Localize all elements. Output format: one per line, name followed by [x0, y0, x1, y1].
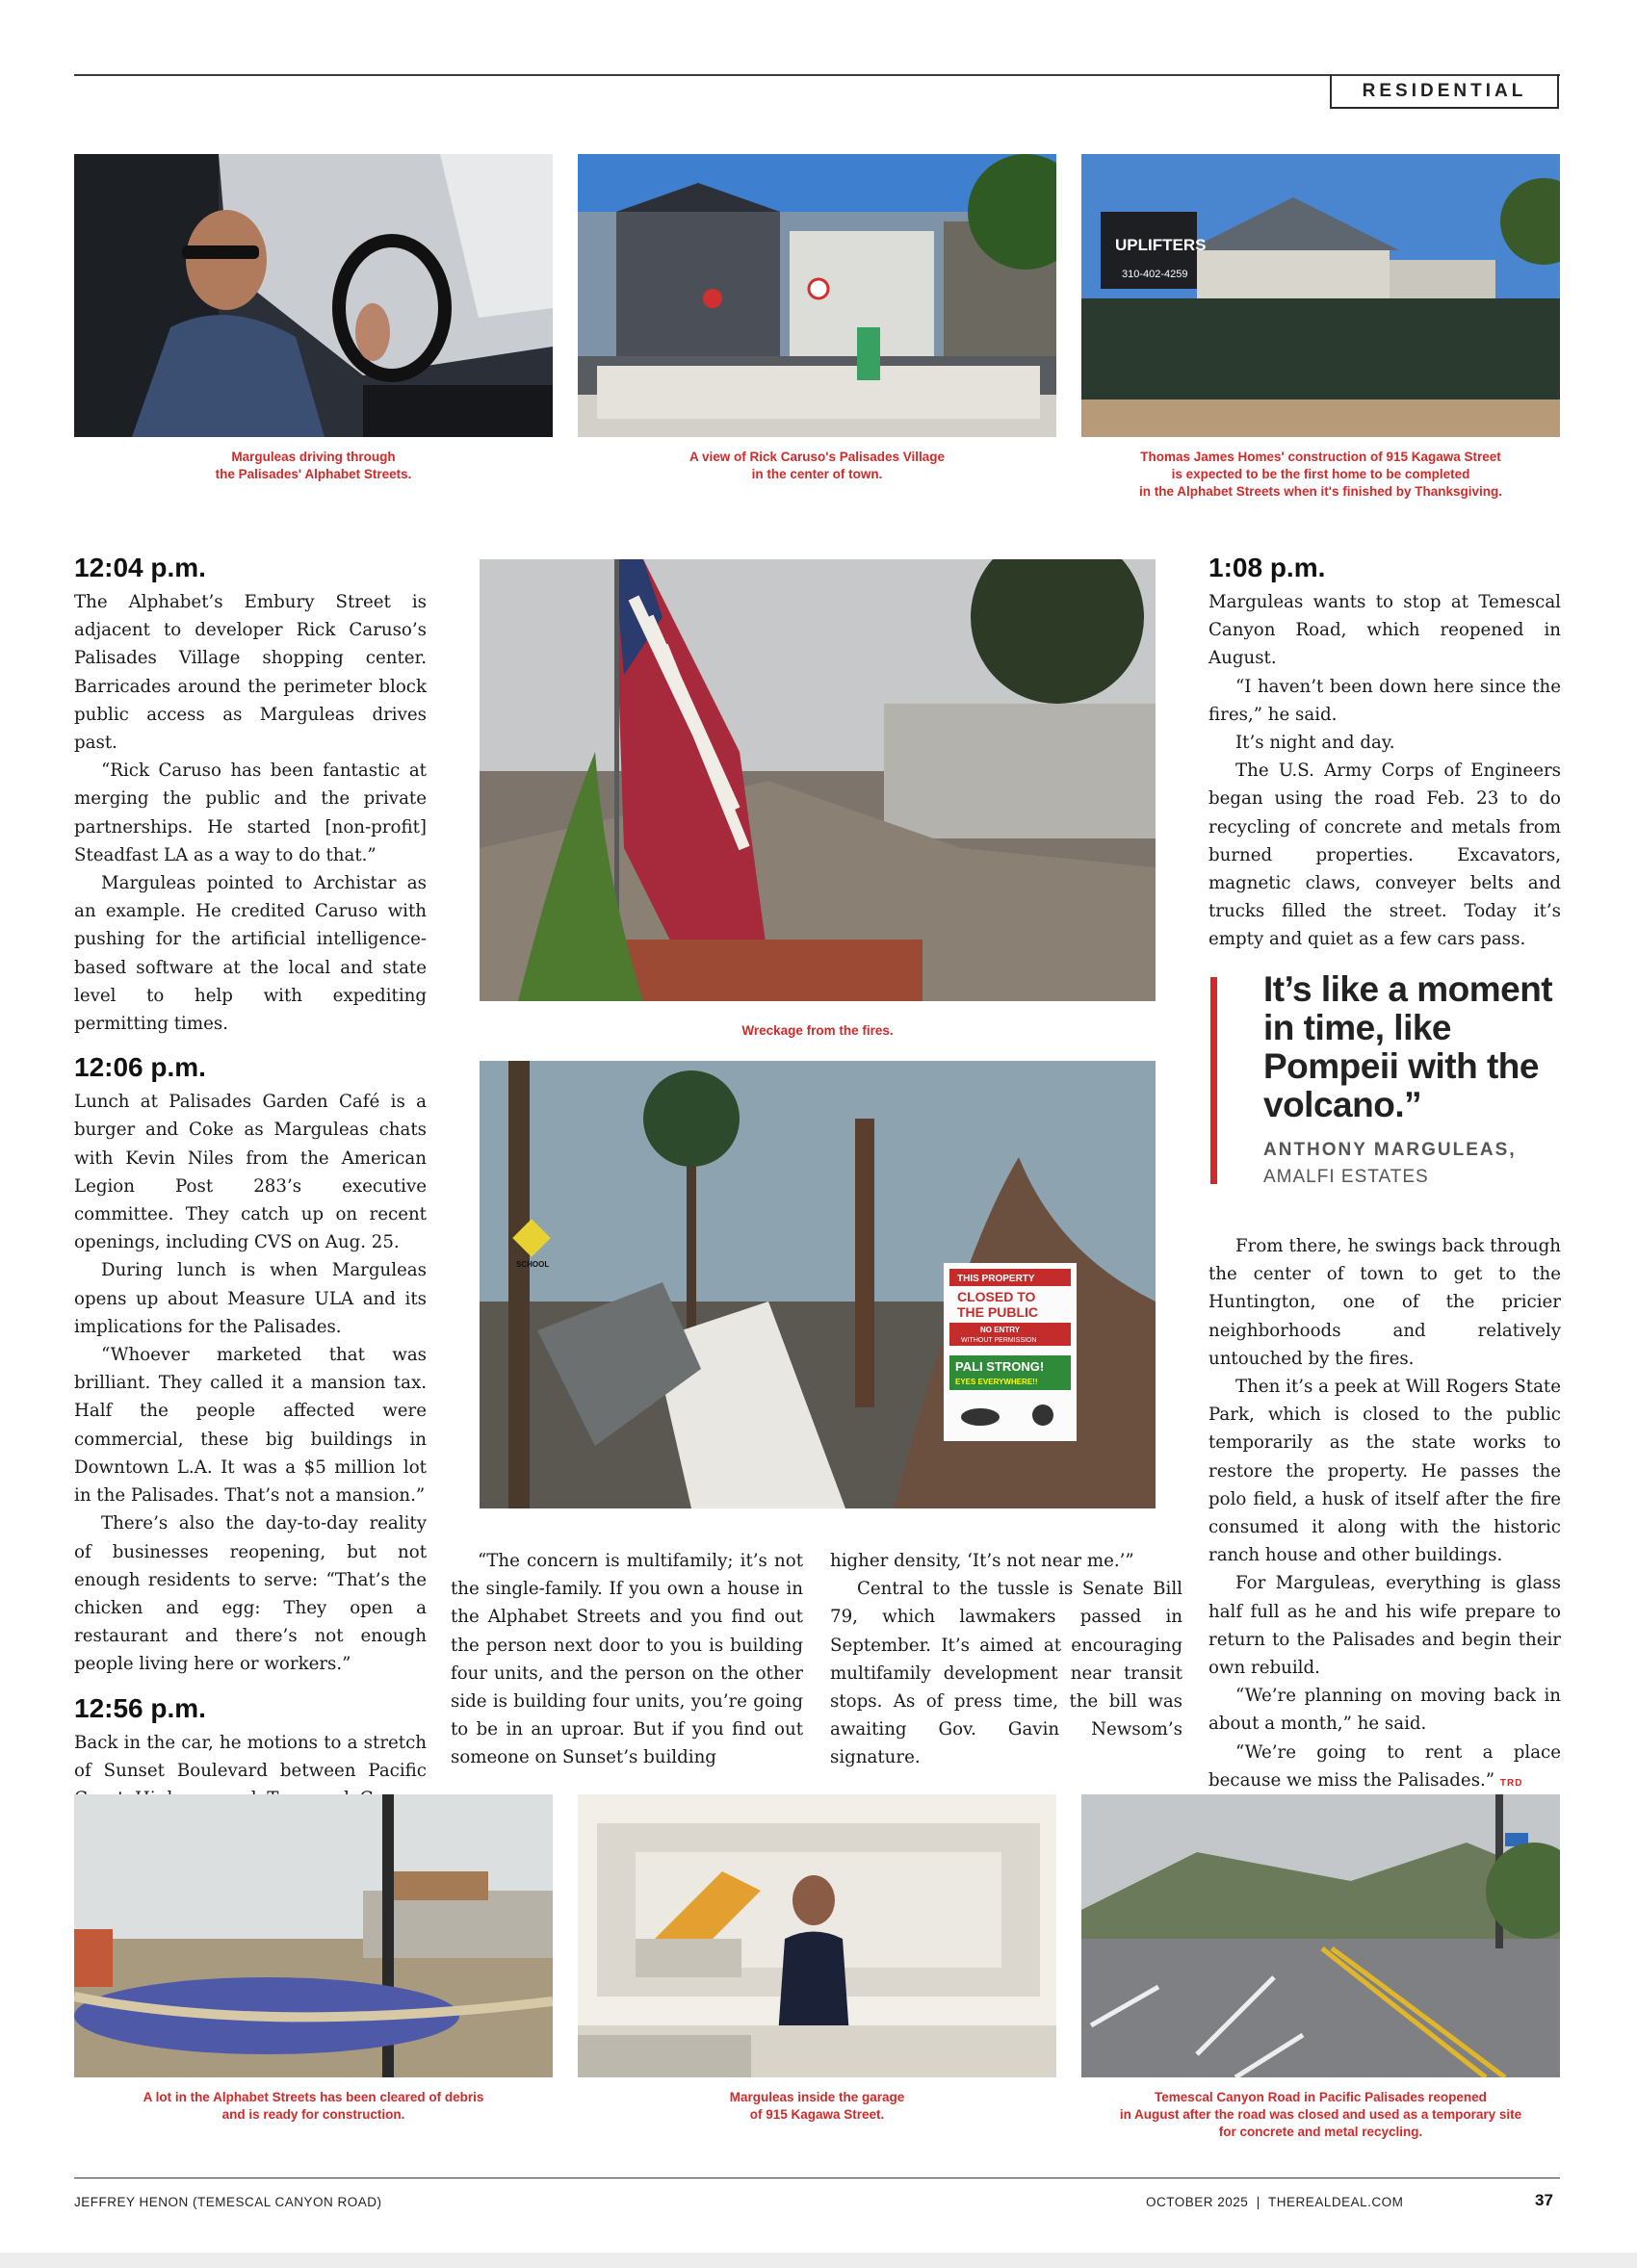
caption-temescal-road: Temescal Canyon Road in Pacific Palisades reopened in August after the road was closed and used as a temporary site for concrete and metal recycling. [1119, 2090, 1522, 2139]
sign-line-1: THIS PROPERTY [957, 1274, 1035, 1284]
billboard-brand: UPLIFTERS [1115, 236, 1207, 254]
photo-garage [578, 1794, 1056, 2077]
last-paragraph-text: “We’re going to rent a place because we miss the Palisades.” [1208, 1741, 1561, 1791]
pullquote-company: AMALFI ESTATES [1263, 1167, 1429, 1187]
caption-garage: Marguleas inside the garage of 915 Kagawa Street. [729, 2090, 905, 2122]
sign-line-3: THE PUBLIC [957, 1304, 1038, 1320]
caption-kagawa-construction: Thomas James Homes' construction of 915 Kagawa Street is expected to be the first home to be completed in the Alphabet Streets when it's finished by Thanksgiving. [1138, 450, 1502, 499]
column-4 [1208, 552, 1561, 954]
school-sign-text: SCHOOL [516, 1260, 550, 1269]
sign-line-2: CLOSED TO [957, 1289, 1036, 1304]
sign-line-6: PALI STRONG! [955, 1359, 1045, 1374]
paragraph: “The concern is multifamily; it’s not the single-family. If you own a house in the Alphabet Streets and you find out the person next door to you is building four units, and the person on the other side is building four units, you’re going to be in an uproar. But if you find out someone on Sunset’s building [451, 1551, 803, 1768]
column-1 [74, 552, 427, 1869]
paragraph: During lunch is when Marguleas opens up about Measure ULA and its implications for the Palisades. [74, 1260, 427, 1337]
column-4-continued [1208, 1232, 1561, 1797]
paragraph: The Alphabet’s Embury Street is adjacent to developer Rick Caruso’s Palisades Village shopping center. Barricades around the perimeter block public access as Marguleas drives past. [74, 592, 427, 754]
paragraph: Then it’s a peek at Will Rogers State Park, which is closed to the public temporarily as the state works to restore the property. He passes the polo field, a husk of itself after the fire consumed it along with the historic ranch house and other buildings. [1208, 1377, 1561, 1566]
paragraph: Central to the tussle is Senate Bill 79, which lawmakers passed in September. It’s aimed at encouraging multifamily development near transit stops. As of press time, the bill was awaiting Gov. Gavin Newsom’s signature. [830, 1579, 1182, 1768]
caption-cleared-lot: A lot in the Alphabet Streets has been cleared of debris and is ready for construction. [143, 2090, 484, 2122]
photo-kagawa-construction [1081, 154, 1560, 437]
paragraph: For Marguleas, everything is glass half full as he and his wife prepare to return to the Palisades and begin their own rebuild. [1208, 1573, 1561, 1679]
timestamp-1204: 12:04 p.m. [74, 553, 206, 582]
paragraph: Back in the car, he motions to a stretch of Sunset Boulevard between Pacific [74, 1732, 427, 1781]
photo-closed-property [480, 1061, 1156, 1508]
caption-palisades-village: A view of Rick Caruso's Palisades Village in the center of town. [689, 450, 946, 481]
section-label: RESIDENTIAL [1330, 74, 1559, 109]
sign-line-7: EYES EVERYWHERE!! [955, 1378, 1038, 1386]
photo-palisades-village [578, 154, 1056, 437]
caption-marguleas-driving: Marguleas driving through the Palisades' Alphabet Streets. [215, 450, 412, 481]
paragraph: “We’re planning on moving back in about a month,” he said. [1208, 1686, 1561, 1735]
photo-credit: JEFFREY HENON (TEMESCAL CANYON ROAD) [74, 2195, 382, 2209]
trd-end-mark: TRD [1499, 1777, 1523, 1789]
paragraph: “Rick Caruso has been fantastic at merging the public and the private partnerships. He started [non-profit] Steadfast LA as a way to do that.” [74, 760, 427, 865]
paragraph: higher density, ‘It’s not near me.’” [830, 1551, 1134, 1571]
pullquote-bar [1210, 977, 1217, 1184]
billboard-phone: 310-402-4259 [1122, 269, 1188, 280]
timestamp-1206: 12:06 p.m. [74, 1052, 206, 1083]
paragraph: The U.S. Army Corps of Engineers began using the road Feb. 23 to do recycling of concrete and metals from burned properties. Excavators, magnetic claws, conveyer belts and trucks filled the street. Today it’s empty and quiet as a few cars pass. [1208, 760, 1561, 950]
bottom-strip [0, 2253, 1637, 2268]
paragraph: “I haven’t been down here since the fires,” he said. [1208, 676, 1561, 725]
timestamp-1256: 12:56 p.m. [74, 1692, 206, 1723]
sign-line-5: WITHOUT PERMISSION [961, 1337, 1037, 1344]
issue-info: OCTOBER 2025 | THEREALDEAL.COM [1146, 2195, 1404, 2209]
column-2 [451, 1547, 803, 1772]
paragraph: Lunch at Palisades Garden Café is a burger and Coke as Marguleas chats with Kevin Niles from the American Legion Post 283’s executive committee. They catch up on recent openings, including CVS on Aug. 25. [74, 1092, 427, 1253]
photo-cleared-lot [74, 1794, 553, 2077]
pullquote-attribution: ANTHONY MARGULEAS, [1263, 1140, 1517, 1160]
column-3 [830, 1547, 1182, 1772]
photo-marguleas-driving [74, 154, 553, 437]
photo-wreckage-flag [480, 559, 1156, 1001]
sign-line-4: NO ENTRY [980, 1326, 1021, 1334]
paragraph: There’s also the day-to-day reality of businesses reopening, but not enough residents to serve: “That’s the chicken and egg: They open a restaurant and there’s not enough people living here or workers.” [74, 1513, 427, 1675]
paragraph: “Whoever marketed that was brilliant. They called it a mansion tax. Half the people affected were commercial, these big buildings in Downtown L.A. It was a $5 million lot in the Palisades. That’s not a mansion.” [74, 1345, 427, 1507]
caption-wreckage: Wreckage from the fires. [741, 1023, 894, 1038]
pullquote-text: It’s like a moment in time, like Pompeii with the volcano.” [1263, 969, 1553, 1124]
photo-temescal-road [1081, 1794, 1560, 2077]
paragraph-last [1208, 1739, 1561, 1797]
paragraph: From there, he swings back through the center of town to get to the Huntington, one of the pricier neighborhoods and relatively untouched by the fires. [1208, 1236, 1561, 1369]
paragraph: Marguleas wants to stop at Temescal Canyon Road, which reopened in August. [1208, 592, 1561, 669]
timestamp-108: 1:08 p.m. [1208, 553, 1326, 582]
paragraph: Marguleas pointed to Archistar as an example. He credited Caruso with pushing for the artificial intelligence-based software at the local and state level to help with expediting permitting times. [74, 873, 427, 1035]
page-number: 37 [1535, 2191, 1553, 2209]
paragraph: It’s night and day. [1235, 733, 1395, 754]
